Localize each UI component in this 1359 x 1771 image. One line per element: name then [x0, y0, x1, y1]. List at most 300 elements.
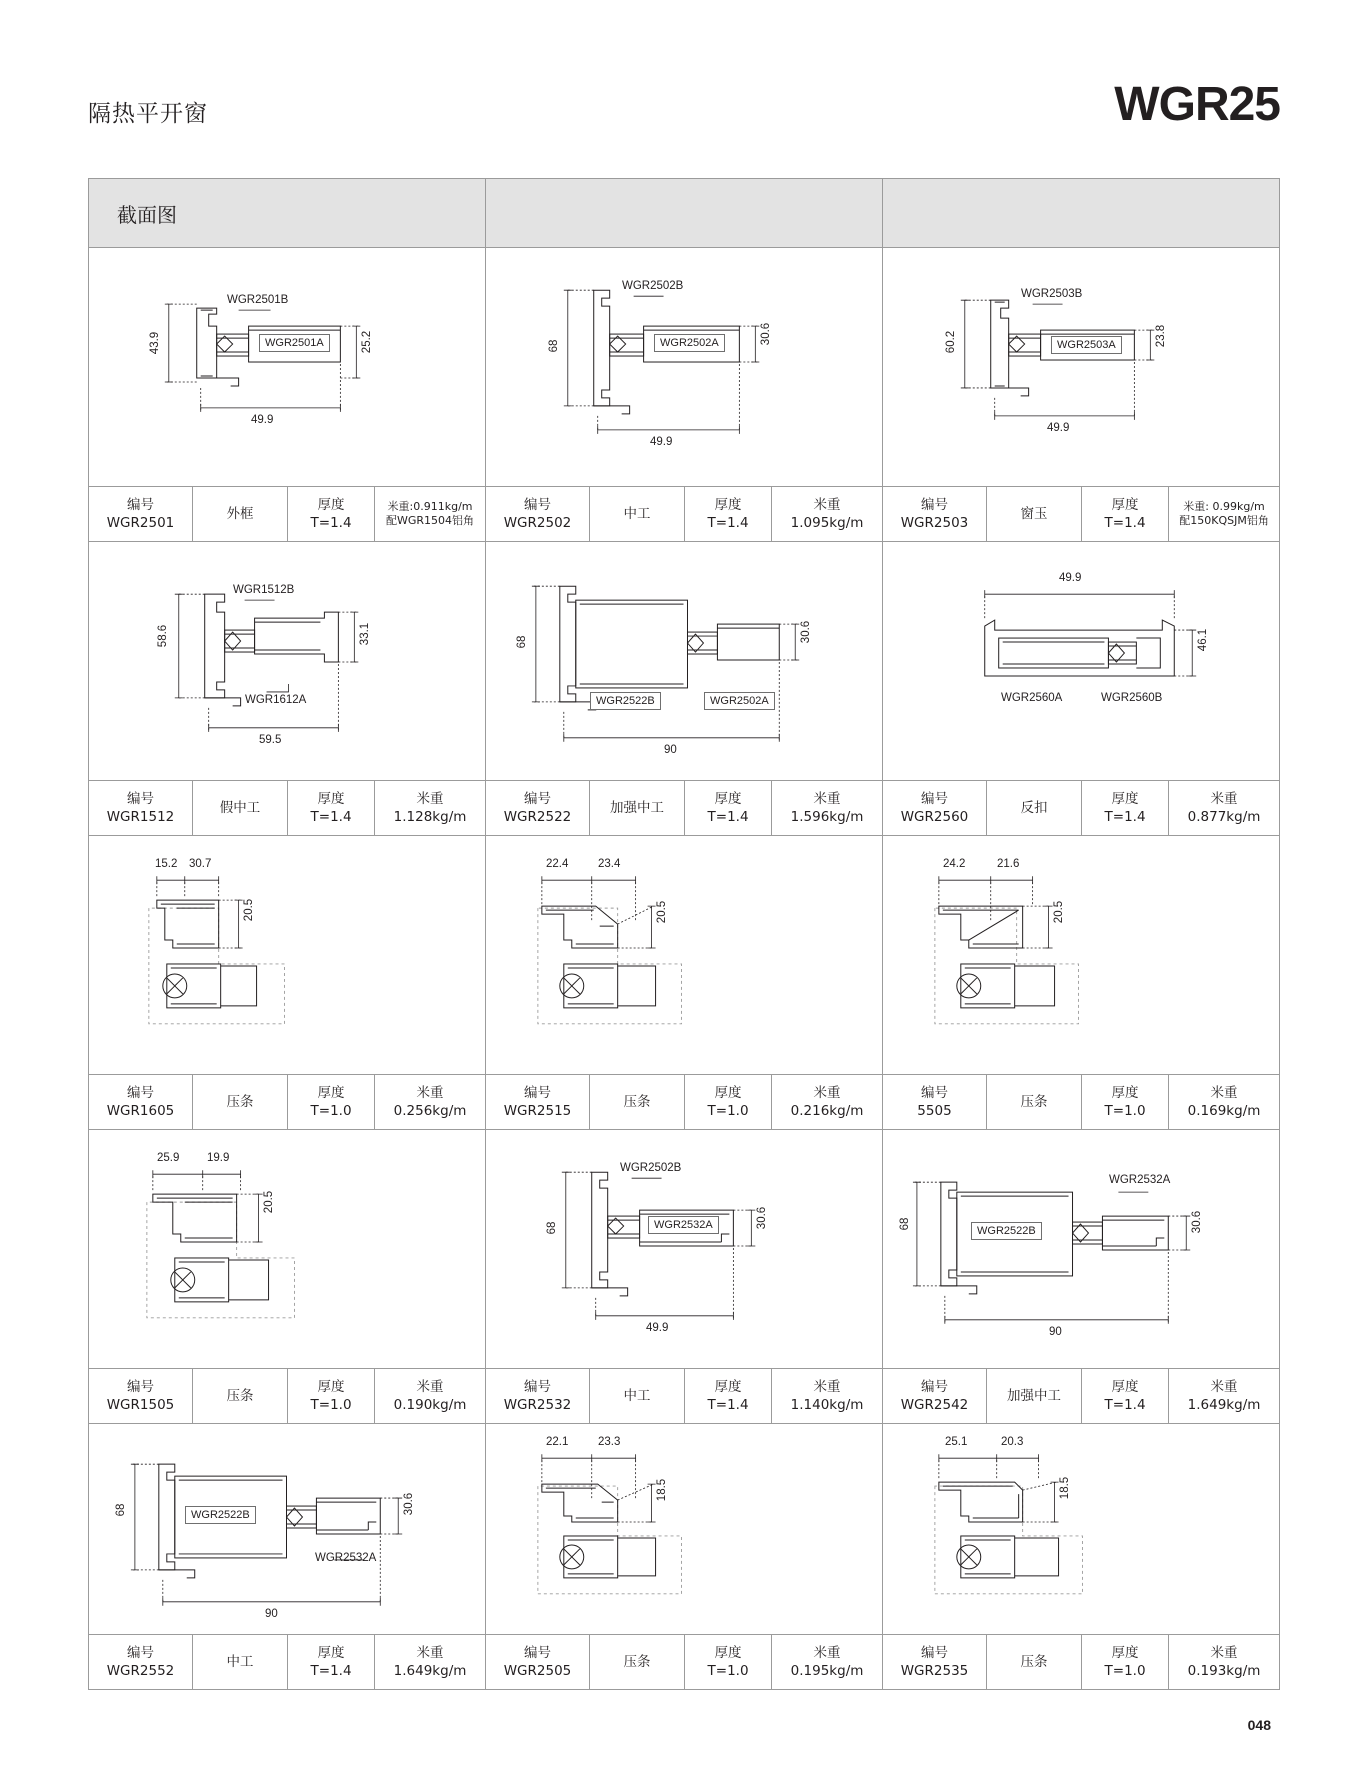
section-drawing-wgr2542: [883, 1130, 1279, 1368]
spec-id: [486, 1075, 589, 1129]
spec-id: [89, 1635, 192, 1689]
spec-thickness-header: 厚度: [714, 496, 742, 513]
spec-weight: [1168, 1075, 1279, 1129]
profile-cell-wgr1605: [89, 836, 485, 1129]
spec-id-header: 编号: [126, 496, 154, 513]
dim-label: 30.6: [756, 1206, 768, 1230]
spec-name-value: 中工: [226, 1653, 254, 1670]
table-row: [89, 1130, 1279, 1424]
spec-id-value: WGR2522: [503, 809, 572, 825]
spec-id-value: WGR2532: [503, 1397, 572, 1413]
spec-weight: [374, 1369, 485, 1423]
section-drawing-wgr2532: [486, 1130, 882, 1368]
dim-label: 49.9: [1059, 572, 1082, 584]
spec-name-value: 中工: [623, 505, 651, 522]
spec-row-wgr2502: [486, 486, 882, 541]
spec-thickness-header: 厚度: [317, 1084, 345, 1101]
spec-weight: [771, 781, 882, 835]
spec-weight-line1: 米重: [1210, 1644, 1238, 1661]
dim-label: 49.9: [646, 1322, 669, 1334]
dim-label: 22.1: [546, 1436, 569, 1448]
dim-label: 49.9: [1047, 422, 1070, 434]
dim-label: 49.9: [251, 414, 274, 426]
dim-label: 23.4: [598, 858, 621, 870]
section-drawing-wgr2515: [486, 836, 882, 1074]
spec-thickness-header: 厚度: [1111, 790, 1139, 807]
spec-thickness-header: 厚度: [714, 1084, 742, 1101]
spec-row-wgr2501: [89, 486, 485, 541]
dim-label: 30.6: [1191, 1210, 1203, 1234]
drawing-svg: [89, 836, 485, 1074]
dim-label: 23.3: [598, 1436, 621, 1448]
spec-name: [192, 781, 287, 835]
spec-weight: [771, 1075, 882, 1129]
dim-label: 20.5: [263, 1190, 275, 1214]
spec-weight: [1168, 1635, 1279, 1689]
spec-weight-line2: 配WGR1504铝角: [386, 514, 475, 527]
spec-id-header: 编号: [523, 1378, 551, 1395]
banner-cell-middle: [485, 179, 882, 247]
dim-label: 59.5: [259, 734, 282, 746]
sheet-banner: [89, 179, 1279, 248]
spec-id-header: 编号: [126, 790, 154, 807]
spec-name: [192, 1635, 287, 1689]
section-drawing-wgr1512: [89, 542, 485, 780]
spec-weight-line1: 米重: [1210, 790, 1238, 807]
spec-weight-line2: 0.256kg/m: [393, 1103, 467, 1119]
spec-weight-line2: 0.195kg/m: [790, 1663, 864, 1679]
spec-weight-line2: 0.877kg/m: [1187, 809, 1261, 825]
spec-name-value: 反扣: [1020, 799, 1048, 816]
drawing-svg: [89, 542, 485, 780]
spec-row-wgr2505: [486, 1634, 882, 1689]
section-drawing-wgr2552: [89, 1424, 485, 1634]
spec-id-header: 编号: [920, 1378, 948, 1395]
dim-label: 43.9: [149, 331, 161, 355]
spec-thickness: [684, 1369, 771, 1423]
part-label: WGR2502B: [620, 1162, 682, 1174]
spec-id-header: 编号: [126, 1084, 154, 1101]
spec-weight: [374, 1635, 485, 1689]
spec-id-header: 编号: [920, 496, 948, 513]
spec-weight-line2: 1.128kg/m: [393, 809, 467, 825]
spec-thickness-value: T=1.4: [1104, 1397, 1146, 1413]
spec-thickness-value: T=1.0: [1104, 1663, 1146, 1679]
part-label: WGR2532A: [648, 1216, 719, 1234]
profile-cell-wgr2502: [485, 248, 882, 541]
part-label: WGR2560B: [1101, 692, 1163, 704]
spec-weight-line1: 米重: [416, 1084, 444, 1101]
part-label: WGR2503B: [1021, 288, 1083, 300]
spec-thickness-header: 厚度: [317, 790, 345, 807]
spec-weight-line2: 0.193kg/m: [1187, 1663, 1261, 1679]
spec-thickness-value: T=1.4: [707, 1397, 749, 1413]
spec-thickness-value: T=1.4: [310, 515, 352, 531]
profile-cell-wgr2522: [485, 542, 882, 835]
spec-weight-line1: 米重: [813, 1644, 841, 1661]
dim-label: 46.1: [1197, 628, 1209, 652]
spec-thickness: [1081, 781, 1168, 835]
part-label: WGR2501A: [259, 334, 330, 352]
spec-thickness: [684, 1635, 771, 1689]
spec-name-value: 压条: [1020, 1093, 1048, 1110]
spec-thickness: [1081, 487, 1168, 541]
dim-label: 21.6: [997, 858, 1020, 870]
spec-thickness-value: T=1.0: [707, 1663, 749, 1679]
spec-thickness: [684, 487, 771, 541]
spec-thickness-value: T=1.4: [707, 809, 749, 825]
spec-weight-line1: 米重: [813, 1378, 841, 1395]
table-row: [89, 836, 1279, 1130]
spec-name: [986, 1369, 1081, 1423]
dim-label: 90: [664, 744, 677, 756]
profile-cell-5505: [882, 836, 1279, 1129]
spec-weight: [1168, 487, 1279, 541]
spec-thickness: [287, 487, 374, 541]
spec-id-header: 编号: [920, 1644, 948, 1661]
dim-label: 25.1: [945, 1436, 968, 1448]
spec-thickness: [287, 781, 374, 835]
dim-label: 22.4: [546, 858, 569, 870]
spec-row-wgr2535: [883, 1634, 1279, 1689]
spec-row-wgr1512: [89, 780, 485, 835]
table-row: [89, 542, 1279, 836]
dim-label: 20.3: [1001, 1436, 1024, 1448]
profile-cell-wgr2505: [485, 1424, 882, 1689]
spec-name: [589, 487, 684, 541]
spec-id-value: WGR2503: [900, 515, 969, 531]
spec-weight: [374, 1075, 485, 1129]
section-drawing-5505: [883, 836, 1279, 1074]
spec-id: [883, 1075, 986, 1129]
profile-sheet: [88, 178, 1280, 1690]
drawing-svg: [486, 542, 882, 780]
spec-weight: [374, 781, 485, 835]
part-label: WGR2501B: [227, 294, 289, 306]
spec-id-value: WGR1512: [106, 809, 175, 825]
spec-row-wgr1505: [89, 1368, 485, 1423]
spec-thickness: [1081, 1075, 1168, 1129]
page-title: 隔热平开窗: [88, 101, 208, 127]
spec-id-value: WGR2502: [503, 515, 572, 531]
spec-name-value: 中工: [623, 1387, 651, 1404]
spec-weight-line1: 米重: [1210, 1378, 1238, 1395]
spec-id-header: 编号: [920, 790, 948, 807]
profile-cell-wgr1505: [89, 1130, 485, 1423]
spec-id-value: WGR2515: [503, 1103, 572, 1119]
spec-row-wgr2515: [486, 1074, 882, 1129]
section-drawing-wgr2503: [883, 248, 1279, 486]
spec-name-value: 压条: [226, 1093, 254, 1110]
spec-thickness: [287, 1635, 374, 1689]
spec-row-wgr2522: [486, 780, 882, 835]
spec-thickness: [1081, 1635, 1168, 1689]
spec-thickness-header: 厚度: [714, 1378, 742, 1395]
spec-id: [486, 781, 589, 835]
section-drawing-wgr1505: [89, 1130, 485, 1368]
spec-thickness-value: T=1.0: [707, 1103, 749, 1119]
spec-name: [986, 781, 1081, 835]
spec-name-value: 外框: [226, 505, 254, 522]
spec-thickness-value: T=1.0: [310, 1397, 352, 1413]
drawing-svg: [486, 1424, 882, 1634]
dim-label: 30.6: [403, 1492, 415, 1516]
spec-name: [986, 1075, 1081, 1129]
dim-label: 68: [546, 1221, 558, 1235]
part-label: WGR2502A: [654, 334, 725, 352]
dim-label: 19.9: [207, 1152, 230, 1164]
spec-name: [589, 781, 684, 835]
spec-id: [89, 781, 192, 835]
part-label: WGR2522B: [971, 1222, 1042, 1240]
spec-row-wgr2560: [883, 780, 1279, 835]
spec-thickness-header: 厚度: [1111, 496, 1139, 513]
spec-id-header: 编号: [523, 790, 551, 807]
spec-thickness-header: 厚度: [1111, 1084, 1139, 1101]
part-label: WGR2503A: [1051, 336, 1122, 354]
section-drawing-wgr2522: [486, 542, 882, 780]
table-row: [89, 1424, 1279, 1689]
spec-thickness: [287, 1075, 374, 1129]
spec-id: [486, 487, 589, 541]
dim-label: 20.5: [1053, 900, 1065, 924]
spec-name-value: 假中工: [219, 799, 261, 816]
spec-thickness: [287, 1369, 374, 1423]
spec-name-value: 压条: [226, 1387, 254, 1404]
spec-thickness-value: T=1.4: [1104, 809, 1146, 825]
spec-thickness-value: T=1.4: [310, 1663, 352, 1679]
spec-thickness-header: 厚度: [714, 790, 742, 807]
dim-label: 49.9: [650, 436, 673, 448]
dim-label: 90: [265, 1608, 278, 1620]
part-label: WGR2532A: [315, 1552, 377, 1564]
spec-weight-line2: 配150KQSJM铝角: [1179, 514, 1269, 527]
spec-weight: [771, 487, 882, 541]
profile-cell-wgr2542: [882, 1130, 1279, 1423]
spec-thickness-header: 厚度: [317, 1644, 345, 1661]
spec-thickness-value: T=1.4: [1104, 515, 1146, 531]
spec-thickness-value: T=1.4: [707, 515, 749, 531]
spec-name: [589, 1075, 684, 1129]
spec-thickness: [1081, 1369, 1168, 1423]
profile-cell-wgr2552: [89, 1424, 485, 1689]
dim-label: 24.2: [943, 858, 966, 870]
dim-label: 30.7: [189, 858, 212, 870]
dim-label: 68: [516, 635, 528, 649]
spec-thickness-header: 厚度: [714, 1644, 742, 1661]
dim-label: 68: [115, 1503, 127, 1517]
drawing-svg: [883, 836, 1279, 1074]
spec-row-wgr2542: [883, 1368, 1279, 1423]
dim-label: 20.5: [243, 898, 255, 922]
spec-thickness-header: 厚度: [1111, 1378, 1139, 1395]
spec-row-wgr1605: [89, 1074, 485, 1129]
part-label: WGR2522B: [185, 1506, 256, 1524]
spec-weight-line1: 米重: [813, 790, 841, 807]
spec-name: [192, 1369, 287, 1423]
spec-weight: [1168, 781, 1279, 835]
spec-row-wgr2532: [486, 1368, 882, 1423]
spec-name-value: 加强中工: [1006, 1387, 1061, 1404]
spec-weight-line2: 1.649kg/m: [393, 1663, 467, 1679]
spec-id: [883, 1369, 986, 1423]
spec-weight: [1168, 1369, 1279, 1423]
part-label: WGR2502B: [622, 280, 684, 292]
spec-thickness-header: 厚度: [317, 1378, 345, 1395]
spec-weight-line1: 米重: [1210, 1084, 1238, 1101]
drawing-svg: [486, 836, 882, 1074]
drawing-svg: [89, 248, 485, 486]
dim-label: 15.2: [155, 858, 178, 870]
spec-thickness: [684, 781, 771, 835]
spec-name-value: 压条: [1020, 1653, 1048, 1670]
dim-label: 58.6: [157, 624, 169, 648]
part-label: WGR1512B: [233, 584, 295, 596]
part-label: WGR2502A: [704, 692, 775, 710]
spec-name: [986, 1635, 1081, 1689]
spec-weight: [374, 487, 485, 541]
spec-thickness-value: T=1.4: [310, 809, 352, 825]
spec-weight-line1: 米重: [813, 496, 841, 513]
spec-name-value: 压条: [623, 1653, 651, 1670]
page-header: [88, 78, 1280, 145]
spec-name-value: 压条: [623, 1093, 651, 1110]
spec-id: [883, 1635, 986, 1689]
section-drawing-wgr1605: [89, 836, 485, 1074]
profile-cell-wgr2535: [882, 1424, 1279, 1689]
drawing-svg: [883, 248, 1279, 486]
spec-name: [589, 1635, 684, 1689]
spec-name: [192, 1075, 287, 1129]
spec-weight-line2: 0.216kg/m: [790, 1103, 864, 1119]
dim-label: 90: [1049, 1326, 1062, 1338]
dim-label: 30.6: [800, 620, 812, 644]
spec-name: [986, 487, 1081, 541]
spec-name: [192, 487, 287, 541]
spec-id-header: 编号: [920, 1084, 948, 1101]
spec-id: [89, 1369, 192, 1423]
profile-cell-wgr2532: [485, 1130, 882, 1423]
spec-id-value: WGR2542: [900, 1397, 969, 1413]
profile-cell-wgr2501: [89, 248, 485, 541]
series-code: WGR25: [1114, 78, 1280, 131]
spec-weight: [771, 1369, 882, 1423]
spec-id-value: WGR1505: [106, 1397, 175, 1413]
spec-weight-line2: 1.095kg/m: [790, 515, 864, 531]
spec-thickness-header: 厚度: [317, 496, 345, 513]
spec-name-value: 加强中工: [609, 799, 664, 816]
spec-weight-line1: 米重: [416, 790, 444, 807]
section-drawing-wgr2505: [486, 1424, 882, 1634]
spec-name: [589, 1369, 684, 1423]
spec-thickness-header: 厚度: [1111, 1644, 1139, 1661]
spec-id: [883, 781, 986, 835]
spec-thickness-value: T=1.0: [310, 1103, 352, 1119]
dim-label: 33.1: [359, 622, 371, 646]
table-row: [89, 248, 1279, 542]
drawing-svg: [89, 1424, 485, 1634]
section-drawing-wgr2560: [883, 542, 1279, 780]
spec-row-wgr2503: [883, 486, 1279, 541]
spec-id-value: WGR2560: [900, 809, 969, 825]
dim-label: 23.8: [1155, 324, 1167, 348]
spec-weight: [771, 1635, 882, 1689]
page-number: 048: [1247, 1717, 1271, 1733]
part-label: WGR2560A: [1001, 692, 1063, 704]
spec-thickness: [684, 1075, 771, 1129]
profile-cell-wgr2515: [485, 836, 882, 1129]
part-label: WGR2522B: [590, 692, 661, 710]
spec-id-header: 编号: [523, 1644, 551, 1661]
banner-cell-right: [882, 179, 1279, 247]
profile-cell-wgr1512: [89, 542, 485, 835]
banner-cell-left: 截面图: [117, 202, 177, 227]
spec-id-value: WGR2501: [106, 515, 175, 531]
spec-id-value: WGR2505: [503, 1663, 572, 1679]
dim-label: 68: [899, 1217, 911, 1231]
dim-label: 30.6: [760, 322, 772, 346]
dim-label: 25.9: [157, 1152, 180, 1164]
profile-cell-wgr2503: [882, 248, 1279, 541]
dim-label: 68: [548, 339, 560, 353]
spec-name-value: 窗玉: [1020, 505, 1048, 522]
section-drawing-wgr2502: [486, 248, 882, 486]
spec-id: [486, 1369, 589, 1423]
spec-weight-line1: 米重: 0.99kg/m: [1183, 499, 1265, 513]
spec-id: [89, 1075, 192, 1129]
dim-label: 18.5: [1059, 1476, 1071, 1500]
drawing-svg: [883, 1130, 1279, 1368]
spec-weight-line1: 米重: [416, 1378, 444, 1395]
spec-id: [883, 487, 986, 541]
spec-id-header: 编号: [126, 1644, 154, 1661]
spec-weight-line2: 1.596kg/m: [790, 809, 864, 825]
section-drawing-wgr2535: [883, 1424, 1279, 1634]
spec-weight-line1: 米重:0.911kg/m: [387, 499, 473, 513]
spec-id-header: 编号: [126, 1378, 154, 1395]
spec-weight-line2: 0.190kg/m: [393, 1397, 467, 1413]
spec-thickness-value: T=1.0: [1104, 1103, 1146, 1119]
part-label: WGR1612A: [245, 694, 307, 706]
spec-id-header: 编号: [523, 496, 551, 513]
spec-weight-line2: 1.140kg/m: [790, 1397, 864, 1413]
drawing-svg: [89, 1130, 485, 1368]
spec-weight-line2: 1.649kg/m: [1187, 1397, 1261, 1413]
dim-label: 60.2: [945, 330, 957, 354]
spec-row-5505: [883, 1074, 1279, 1129]
spec-id-header: 编号: [523, 1084, 551, 1101]
drawing-svg: [486, 1130, 882, 1368]
spec-id: [486, 1635, 589, 1689]
drawing-svg: [883, 1424, 1279, 1634]
spec-id-value: WGR2535: [900, 1663, 969, 1679]
spec-id-value: 5505: [917, 1103, 952, 1119]
spec-id-value: WGR1605: [106, 1103, 175, 1119]
spec-weight-line2: 0.169kg/m: [1187, 1103, 1261, 1119]
spec-weight-line1: 米重: [813, 1084, 841, 1101]
dim-label: 18.5: [656, 1478, 668, 1502]
dim-label: 20.5: [656, 900, 668, 924]
dim-label: 25.2: [361, 330, 373, 354]
part-label: WGR2532A: [1109, 1174, 1171, 1186]
drawing-svg: [486, 248, 882, 486]
profile-cell-wgr2560: [882, 542, 1279, 835]
spec-row-wgr2552: [89, 1634, 485, 1689]
spec-id: [89, 487, 192, 541]
spec-id-value: WGR2552: [106, 1663, 175, 1679]
spec-weight-line1: 米重: [416, 1644, 444, 1661]
section-drawing-wgr2501: [89, 248, 485, 486]
